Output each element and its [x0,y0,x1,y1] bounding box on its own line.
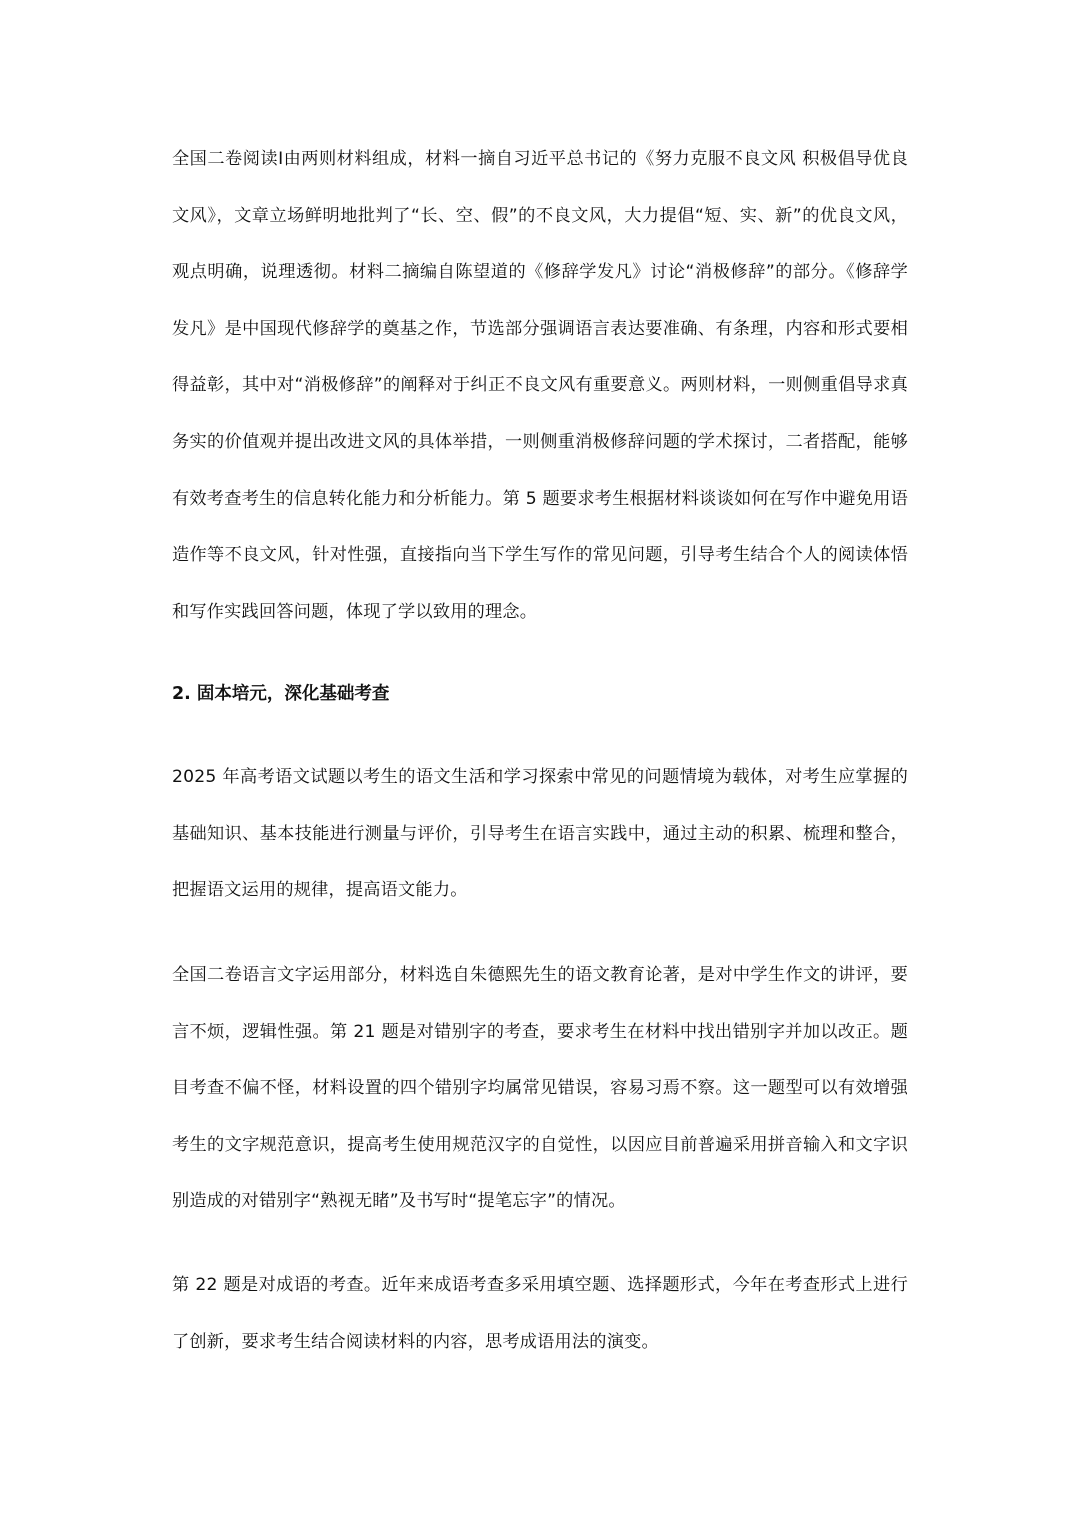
body-paragraph: 2025 年高考语文试题以考生的语文生活和学习探索中常见的问题情境为载体，对考生应掌握的基础知识、基本技能进行测量与评价，引导考生在语言实践中，通过主动的积累、梳理和整合，把握语文运用的规律，提高语文能力。 [172,767,908,901]
body-paragraph: 第 22 题是对成语的考查。近年来成语考查多采用填空题、选择题形式，今年在考查形式上进行了创新，要求考生结合阅读材料的内容，思考成语用法的演变。 [172,1275,908,1352]
body-paragraph: 全国二卷语言文字运用部分，材料选自朱德熙先生的语文教育论著，是对中学生作文的讲评，要言不烦，逻辑性强。第 21 题是对错别字的考查，要求考生在材料中找出错别字并加以改正。题目考查不偏不怪，材料设置的四个错别字均属常见错误，容易习焉不察。这一题型可以有效增强考生的文字规范意识，提高考生使用规范汉字的自觉性，以因应目前普遍采用拼音输入和文字识别造成的对错别字“熟视无睹”及书写时“提笔忘字”的情况。 [172,965,908,1212]
body-paragraph: 全国二卷阅读Ⅰ由两则材料组成，材料一摘自习近平总书记的《努力克服不良文风 积极倡导优良文风》，文章立场鲜明地批判了“长、空、假”的不良文风，大力提倡“短、实、新”的优良文风，观点明确，说理透彻。材料二摘编自陈望道的《修辞学发凡》讨论“消极修辞”的部分。《修辞学发凡》是中国现代修辞学的奠基之作，节选部分强调语言表达要准确、有条理，内容和形式要相得益彰，其中对“消极修辞”的阐释对于纠正不良文风有重要意义。两则材料，一则侧重倡导求真务实的价值观并提出改进文风的具体举措，一则侧重消极修辞问题的学术探讨，二者搭配，能够有效考查考生的信息转化能力和分析能力。第 5 题要求考生根据材料谈谈如何在写作中避免用语造作等不良文风，针对性强，直接指向当下学生写作的常见问题，引导考生结合个人的阅读体悟和写作实践回答问题，体现了学以致用的理念。 [172,149,908,622]
section-heading: 2. 固本培元，深化基础考查 [172,684,390,704]
